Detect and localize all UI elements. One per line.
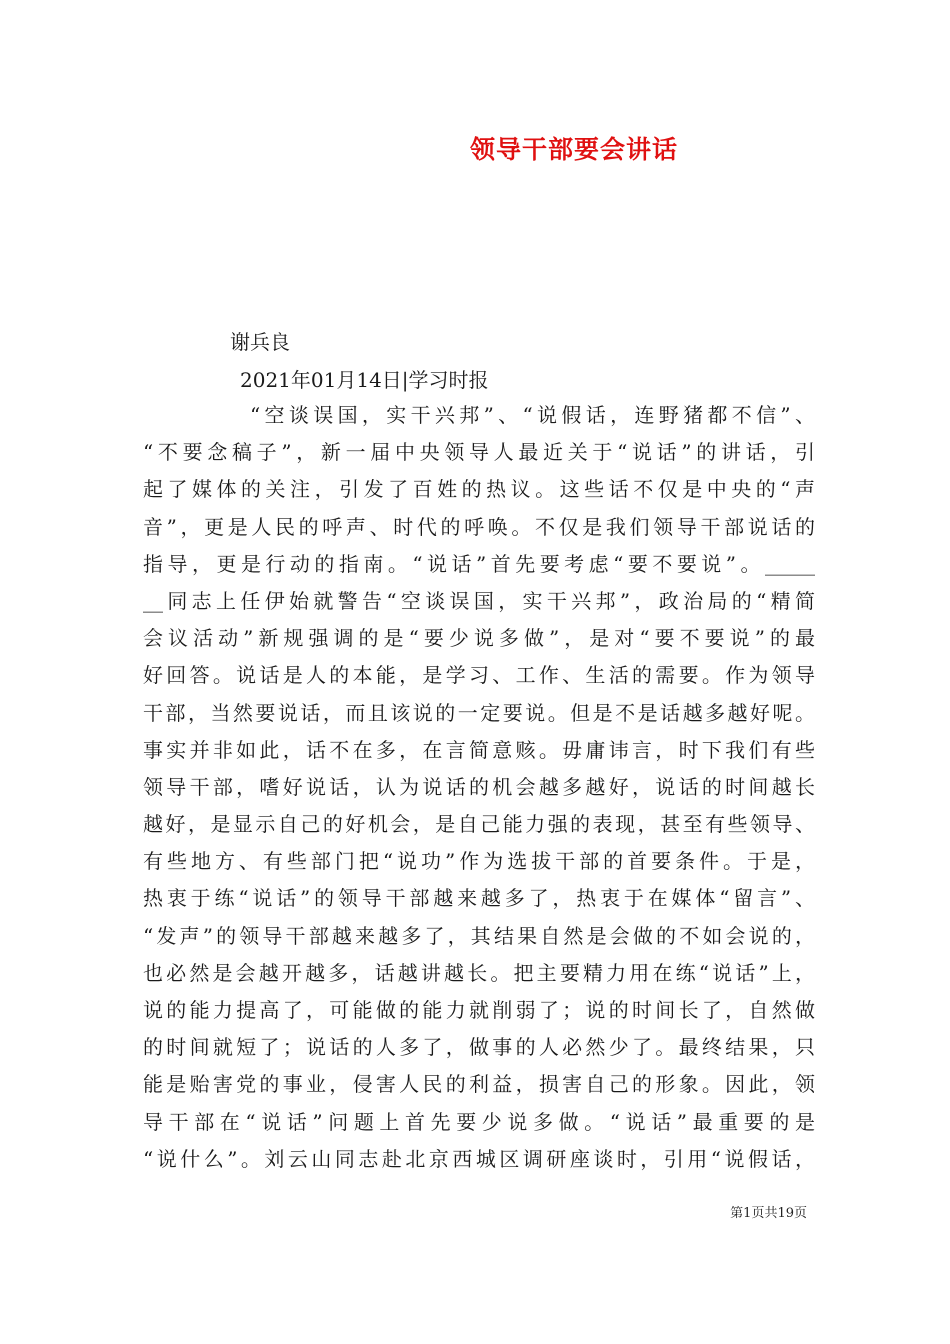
body-line: “空谈误国，实干兴邦”、“说假话，连野猪都不信”、: [250, 403, 815, 427]
body-line: “说什么”。刘云山同志赴北京西城区调研座谈时，引用“说假话，: [143, 1146, 815, 1171]
body-line: 的时间就短了；说话的人多了，做事的人必然少了。最终结果，只: [143, 1035, 815, 1060]
body-line: 有些地方、有些部门把“说功”作为选拔干部的首要条件。于是，: [143, 849, 815, 874]
body-line: 热衷于练“说话”的领导干部越来越多了，热衷于在媒体“留言”、: [143, 886, 815, 911]
document-title: 领导干部要会讲话: [470, 135, 679, 164]
body-line: __同志上任伊始就警告“空谈误国，实干兴邦”，政治局的“精简: [143, 588, 815, 613]
body-line: 好回答。说话是人的本能，是学习、工作、生活的需要。作为领导: [143, 663, 815, 688]
body-line: 说的能力提高了，可能做的能力就削弱了；说的时间长了，自然做: [143, 998, 815, 1022]
author-name: 谢兵良: [230, 330, 290, 354]
body-line: 事实并非如此，话不在多，在言简意赅。毋庸讳言，时下我们有些: [143, 737, 815, 762]
body-line: 领导干部，嗜好说话，认为说话的机会越多越好，说话的时间越长: [143, 774, 815, 799]
body-line: 越好，是显示自己的好机会，是自己能力强的表现，甚至有些领导、: [143, 812, 815, 837]
body-line: 指导，更是行动的指南。“说话”首先要考虑“要不要说”。_____: [143, 551, 815, 576]
body-line: “不要念稿子”，新一届中央领导人最近关于“说话”的讲话，引: [143, 440, 815, 465]
body-line: 干部，当然要说话，而且该说的一定要说。但是不是话越多越好呢。: [143, 700, 815, 725]
article-body: [143, 397, 815, 1178]
body-line: 导干部在“说话”问题上首先要少说多做。“说话”最重要的是: [143, 1109, 815, 1134]
body-line: 会议活动”新规强调的是“要少说多做”，是对“要不要说”的最: [143, 626, 815, 651]
body-line: 也必然是会越开越多，话越讲越长。把主要精力用在练“说话”上，: [143, 960, 815, 985]
body-line: “发声”的领导干部越来越多了，其结果自然是会做的不如会说的，: [143, 923, 815, 948]
body-line: 能是贻害党的事业，侵害人民的利益，损害自己的形象。因此，领: [143, 1072, 815, 1097]
dateline: 2021年01月14日|学习时报: [240, 368, 489, 392]
body-line: 起了媒体的关注，引发了百姓的热议。这些话不仅是中央的“声: [143, 477, 815, 502]
page-number: 第1页共19页: [730, 1206, 807, 1221]
body-line: 音”，更是人民的呼声、时代的呼唤。不仅是我们领导干部说话的: [143, 514, 815, 539]
